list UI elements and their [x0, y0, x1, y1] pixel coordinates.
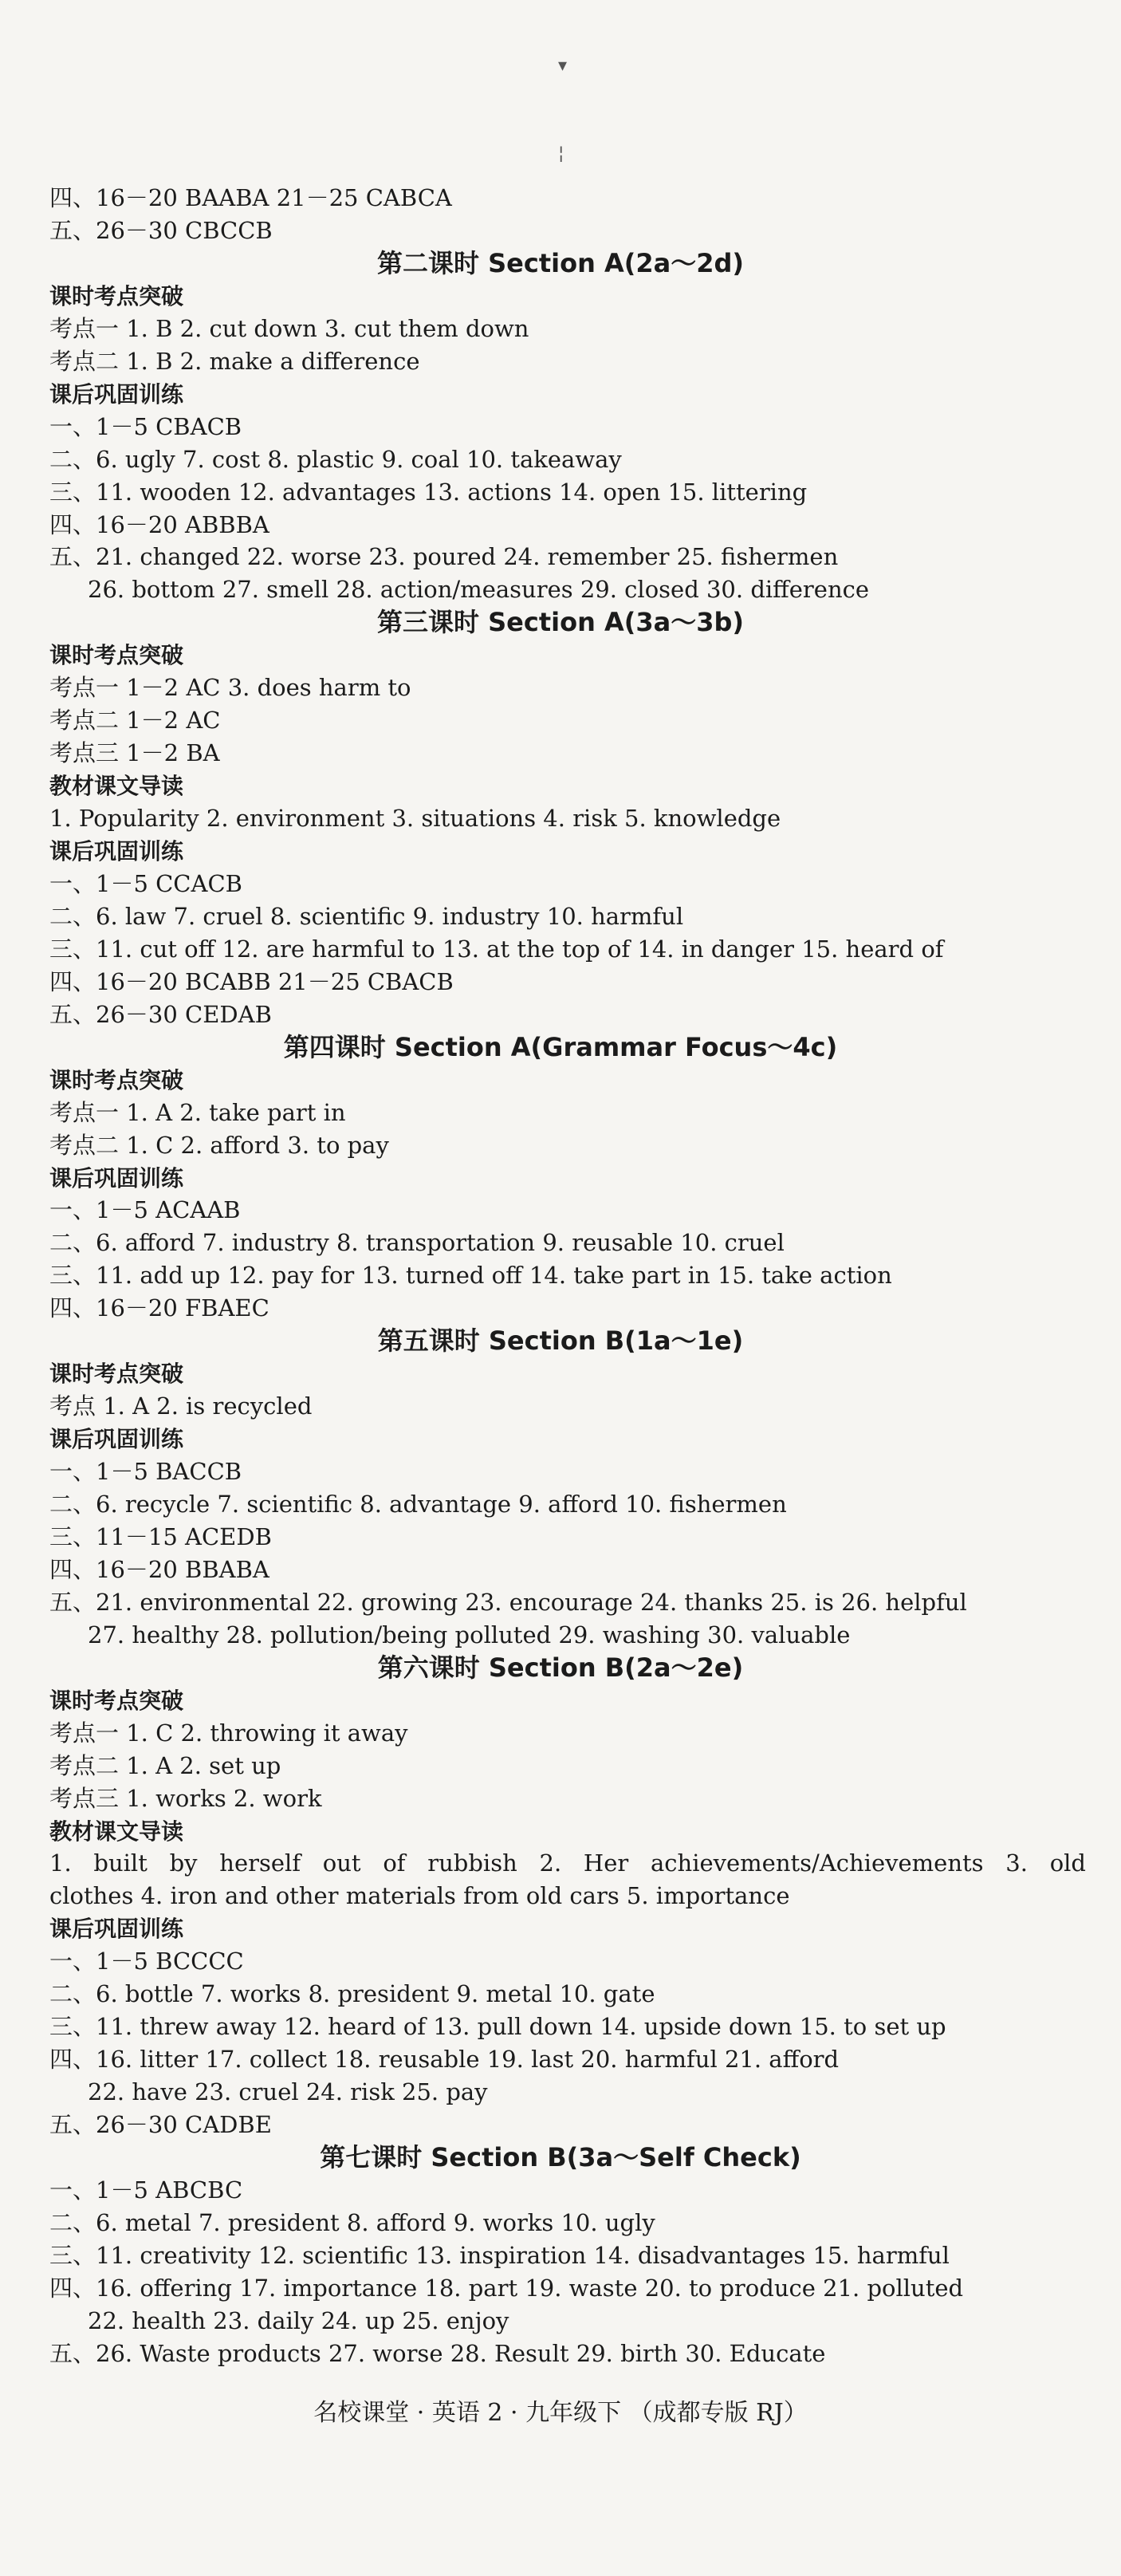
answer-line: 考点三 1－2 BA	[49, 739, 220, 767]
answer-line: 五、26－30 CADBE	[49, 2111, 272, 2139]
answer-line: 三、11. cut off 12. are harmful to 13. at the top of 14. in danger 15. heard of	[49, 935, 944, 963]
subsection-heading: 课后巩固训练	[49, 380, 184, 408]
section-title: 第四课时 Section A(Grammar Focus～4c)	[283, 1031, 838, 1062]
scan-mark: ▾	[558, 56, 568, 76]
answer-line: 二、6. afford 7. industry 8. transportation 9. reusable 10. cruel	[49, 1229, 785, 1257]
answer-line: 五、26－30 CEDAB	[49, 1000, 272, 1028]
answer-line: 二、6. bottle 7. works 8. president 9. metal 10. gate	[49, 1980, 655, 2008]
answer-line: 四、16－20 BBABA	[49, 1555, 269, 1583]
answer-line: 三、11. add up 12. pay for 13. turned off 14. take part in 15. take action	[49, 1262, 892, 1290]
answer-line: 二、6. ugly 7. cost 8. plastic 9. coal 10. takeaway	[49, 445, 622, 473]
subsection-heading: 课时考点突破	[49, 282, 184, 309]
answer-line: 四、16－20 FBAEC	[49, 1294, 269, 1322]
answer-line: 五、21. changed 22. worse 23. poured 24. remember 25. fishermen	[49, 543, 839, 571]
answer-line: 考点二 1. B 2. make a difference	[49, 347, 420, 375]
subsection-heading: 课后巩固训练	[49, 1164, 184, 1191]
section-title: 第二课时 Section A(2a～2d)	[376, 247, 745, 278]
answer-line: 三、11. creativity 12. scientific 13. inspiration 14. disadvantages 15. harmful	[49, 2241, 950, 2269]
answer-line: 考点三 1. works 2. work	[49, 1784, 322, 1812]
answer-line: 一、1－5 ACAAB	[49, 1196, 241, 1224]
subsection-heading: 课后巩固训练	[49, 838, 184, 865]
answer-line: 五、26. Waste products 27. worse 28. Result 29. birth 30. Educate	[49, 2339, 826, 2367]
answer-line: clothes 4. iron and other materials from old cars 5. importance	[49, 1882, 790, 1910]
scan-mark: ¦	[558, 144, 564, 163]
answer-line: 一、1－5 BACCB	[49, 1458, 242, 1486]
subsection-heading: 课时考点突破	[49, 642, 184, 669]
answer-line: 五、21. environmental 22. growing 23. encourage 24. thanks 25. is 26. helpful	[49, 1588, 967, 1616]
answer-line: 四、16. litter 17. collect 18. reusable 19. last 20. harmful 21. afford	[49, 2046, 840, 2074]
section-title: 第三课时 Section A(3a～3b)	[376, 607, 745, 638]
answer-line: 一、1－5 CCACB	[49, 869, 242, 897]
answer-line: 22. health 23. daily 24. up 25. enjoy	[88, 2306, 509, 2334]
subsection-heading: 课后巩固训练	[49, 1916, 184, 1943]
subsection-heading: 教材课文导读	[49, 1818, 184, 1845]
section-title: 第五课时 Section B(1a～1e)	[377, 1325, 744, 1357]
subsection-heading: 课时考点突破	[49, 1066, 184, 1093]
answer-line: 五、26－30 CBCCB	[49, 216, 273, 244]
subsection-heading: 课时考点突破	[49, 1361, 184, 1388]
section-title: 第六课时 Section B(2a～2e)	[377, 1652, 744, 1683]
answer-line: 考点二 1. C 2. afford 3. to pay	[49, 1131, 389, 1159]
section-title: 第七课时 Section B(3a～Self Check)	[320, 2142, 801, 2172]
answer-line: 三、11. wooden 12. advantages 13. actions 14. open 15. littering	[49, 478, 808, 506]
answer-line: 二、6. metal 7. president 8. afford 9. works 10. ugly	[49, 2208, 655, 2236]
subsection-heading: 课后巩固训练	[49, 1426, 184, 1453]
answer-line: 1. built by herself out of rubbish 2. Her achievements/Achievements 3. old	[49, 1849, 1086, 1877]
answer-line: 三、11. threw away 12. heard of 13. pull down 14. upside down 15. to set up	[49, 2013, 946, 2041]
subsection-heading: 教材课文导读	[49, 773, 184, 800]
answer-line: 四、16. offering 17. importance 18. part 19. waste 20. to produce 21. polluted	[49, 2274, 964, 2302]
answer-line: 一、1－5 BCCCC	[49, 1948, 244, 1975]
answer-line: 一、1－5 ABCBC	[49, 2176, 243, 2204]
answer-line: 考点一 1－2 AC 3. does harm to	[49, 674, 411, 702]
answer-line: 四、16－20 BCABB 21－25 CBACB	[49, 967, 454, 995]
answer-line: 考点一 1. B 2. cut down 3. cut them down	[49, 314, 529, 342]
answer-line: 考点一 1. C 2. throwing it away	[49, 1719, 408, 1747]
answer-line: 考点一 1. A 2. take part in	[49, 1098, 346, 1126]
answer-line: 考点二 1－2 AC	[49, 707, 221, 735]
answer-line: 考点二 1. A 2. set up	[49, 1751, 281, 1779]
answer-line: 二、6. law 7. cruel 8. scientific 9. industry 10. harmful	[49, 902, 684, 930]
answer-line: 27. healthy 28. pollution/being polluted 29. washing 30. valuable	[88, 1621, 851, 1648]
answer-line: 三、11－15 ACEDB	[49, 1522, 272, 1550]
answer-line: 1. Popularity 2. environment 3. situations 4. risk 5. knowledge	[49, 805, 781, 833]
answer-line: 四、16－20 BAABA 21－25 CABCA	[49, 184, 452, 211]
answer-line: 四、16－20 ABBBA	[49, 510, 269, 538]
answer-line: 26. bottom 27. smell 28. action/measures 29. closed 30. difference	[88, 576, 870, 604]
answer-line: 22. have 23. cruel 24. risk 25. pay	[88, 2078, 488, 2106]
subsection-heading: 课时考点突破	[49, 1687, 184, 1714]
answer-line: 二、6. recycle 7. scientific 8. advantage 9. afford 10. fishermen	[49, 1491, 787, 1518]
page-footer: 名校课堂 · 英语 2 · 九年级下 （成都专版 RJ）	[313, 2399, 808, 2427]
answer-line: 考点 1. A 2. is recycled	[49, 1392, 313, 1420]
answer-line: 一、1－5 CBACB	[49, 412, 242, 440]
